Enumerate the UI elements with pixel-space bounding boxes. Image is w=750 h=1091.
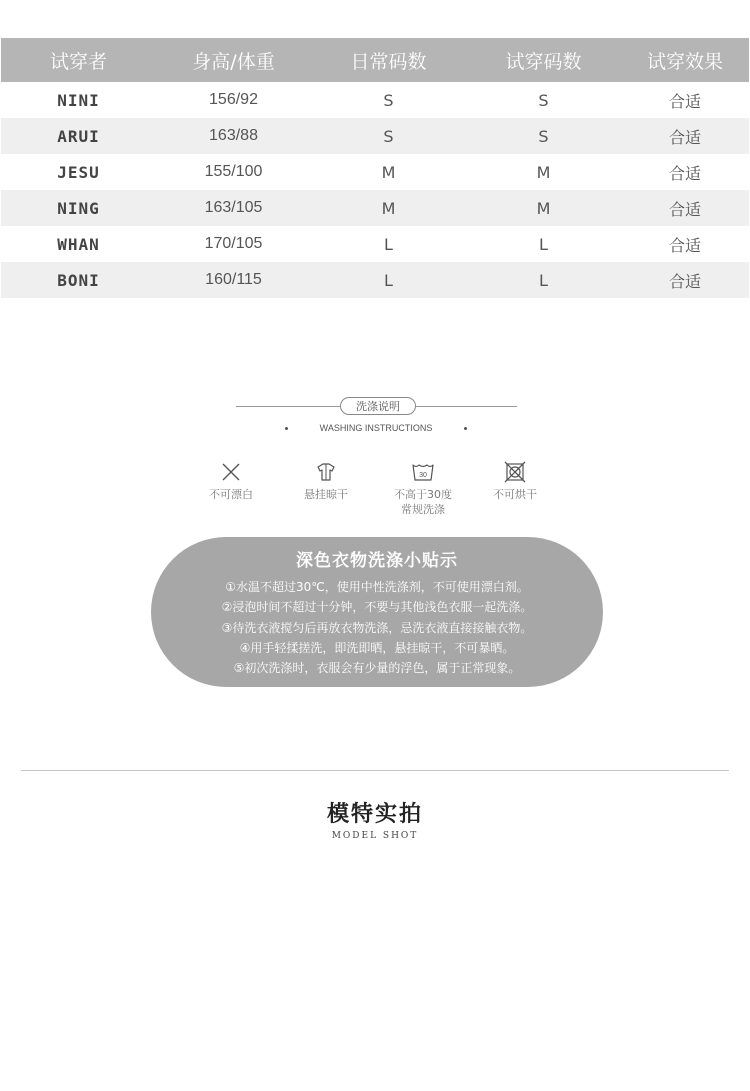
- header-fit-result: 试穿效果: [646, 50, 723, 73]
- washing-title: 洗涤说明: [340, 397, 416, 415]
- daily-size: S: [383, 90, 394, 110]
- table-row: [1, 118, 749, 154]
- size-table: [1, 38, 749, 298]
- care-label: 不可漂白: [209, 488, 253, 501]
- daily-size: M: [381, 198, 396, 218]
- washing-subtitle: WASHING INSTRUCTIONS: [319, 423, 433, 433]
- daily-size: S: [383, 126, 394, 146]
- fit-result: 合适: [668, 235, 701, 255]
- daily-size: L: [384, 270, 393, 290]
- tester-name: WHAN: [57, 234, 100, 254]
- tester-name: JESU: [57, 162, 100, 182]
- model-shot-subtitle: MODEL SHOT: [331, 831, 419, 841]
- daily-size: L: [384, 234, 393, 254]
- care-hang-dry: [281, 461, 371, 502]
- wash-temp-badge: 30: [419, 472, 427, 479]
- height-weight: 163/88: [209, 127, 258, 144]
- header-height-weight: 身高/体重: [192, 50, 275, 73]
- fit-result: 合适: [668, 127, 701, 147]
- no-bleach-icon: [186, 461, 276, 483]
- no-tumble-dry-icon: [470, 461, 560, 483]
- tips-title: 深色衣物洗涤小贴示: [296, 551, 458, 571]
- section-divider: [21, 770, 729, 771]
- tried-size: S: [538, 126, 549, 146]
- daily-size: M: [381, 162, 396, 182]
- title-divider-right: [416, 406, 517, 407]
- tester-name: NING: [57, 198, 100, 218]
- tips-list: [151, 577, 603, 678]
- table-row: [1, 190, 749, 226]
- bullet-dot: [464, 427, 467, 430]
- care-label-line1: 不高于30度: [394, 488, 452, 501]
- fit-result: 合适: [668, 199, 701, 219]
- tester-name: NINI: [57, 90, 100, 110]
- care-label-line2: 常规洗涤: [401, 503, 445, 516]
- height-weight: 156/92: [209, 91, 258, 108]
- tried-size: S: [538, 90, 549, 110]
- care-no-bleach: [186, 461, 276, 502]
- model-shot-title: 模特实拍: [326, 802, 423, 827]
- care-label: 不可烘干: [493, 488, 537, 501]
- fit-result: 合适: [668, 163, 701, 183]
- tester-name: BONI: [57, 270, 100, 290]
- tip-item: ①水温不超过30℃，使用中性洗涤剂，不可使用漂白剂。: [225, 580, 529, 594]
- table-row: [1, 226, 749, 262]
- care-label: 悬挂晾干: [304, 488, 348, 501]
- tester-name: ARUI: [57, 126, 100, 146]
- header-daily-size: 日常码数: [350, 50, 427, 73]
- height-weight: 155/100: [204, 163, 263, 180]
- tried-size: M: [536, 162, 551, 182]
- care-label: [378, 487, 468, 517]
- table-row: [1, 82, 749, 118]
- fit-result: 合适: [668, 91, 701, 111]
- height-weight: 170/105: [204, 235, 263, 252]
- tip-item: ④用手轻揉搓洗，即洗即晒，悬挂晾干，不可暴晒。: [239, 640, 515, 655]
- header-tester: 试穿者: [49, 50, 107, 73]
- tried-size: L: [539, 270, 548, 290]
- table-row: [1, 262, 749, 298]
- table-row: [1, 154, 749, 190]
- washing-subtitle-row: [285, 421, 467, 435]
- bullet-dot: [285, 427, 288, 430]
- dark-clothing-tips: [151, 537, 603, 687]
- wash-30-icon: [378, 461, 468, 483]
- title-divider-left: [236, 406, 340, 407]
- height-weight: 160/115: [205, 271, 262, 288]
- tried-size: M: [536, 198, 551, 218]
- tip-item: ⑤初次洗涤时，衣服会有少量的浮色，属于正常现象。: [233, 661, 521, 676]
- tip-item: ②浸泡时间不超过十分钟，不要与其他浅色衣服一起洗涤。: [221, 600, 533, 615]
- height-weight: 163/105: [204, 199, 263, 216]
- care-no-tumble-dry: [470, 461, 560, 502]
- care-wash-30: [378, 461, 468, 517]
- hang-dry-icon: [281, 461, 371, 483]
- tried-size: L: [539, 234, 548, 254]
- fit-result: 合适: [668, 271, 701, 291]
- header-tried-size: 试穿码数: [505, 50, 582, 73]
- tip-item: ③待洗衣液搅匀后再放衣物洗涤，忌洗衣液直接接触衣物。: [221, 620, 533, 635]
- table-header: [1, 38, 749, 82]
